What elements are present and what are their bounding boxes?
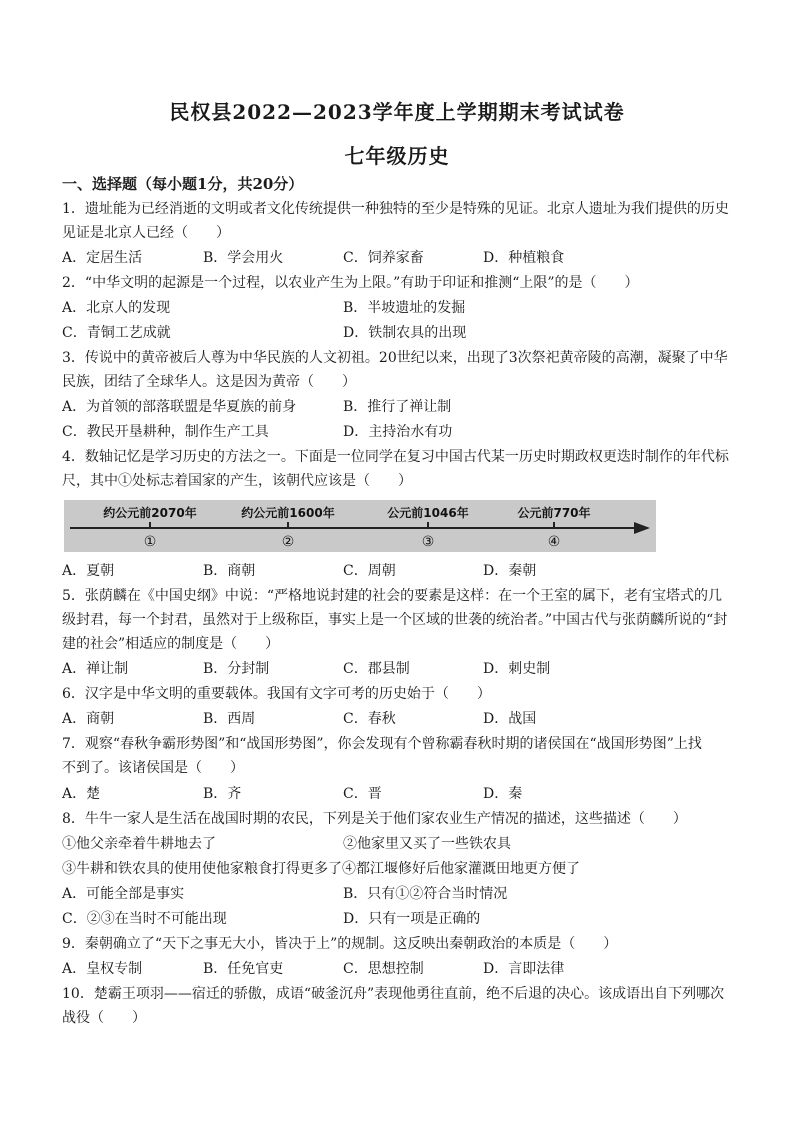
timeline-ruler [64,500,656,552]
q1-text-line2: 见证是北京人已经（ ） [62,225,230,241]
q7-option-d: D．秦 [483,786,523,802]
q2-option-c: C．青铜工艺成就 [62,325,171,341]
q5-option-b: B．分封制 [203,661,270,677]
q6-option-c: C．春秋 [343,711,396,727]
q7-text-line2: 不到了。该诸侯国是（ ） [62,760,244,776]
q3-text-line2: 民族，团结了全球华人。这是因为黄帝（ ） [62,374,356,390]
q3-option-c: C．教民开垦耕种，制作生产工具 [62,424,269,440]
timeline-figure [64,500,656,552]
q1-option-c: C．饲养家畜 [343,250,424,266]
q10-text-line2: 战役（ ） [62,1010,146,1026]
timeline-mark-1: ① [143,534,157,550]
q1-option-b: B．学会用火 [203,250,284,266]
q2-option-d: D．铁制农具的出现 [343,325,467,341]
q4-text-line2: 尺，其中①处标志着国家的产生，该朝代应该是（ ） [62,473,412,489]
q8-option-c: C．②③在当时不可能出现 [62,911,227,927]
q2-option-b: B．半坡遗址的发掘 [343,300,466,316]
q3-option-b: B．推行了禅让制 [343,399,452,415]
q7-text-line1: 7．观察“春秋争霸形势图”和“战国形势图”，你会发现有个曾称霸春秋时期的诸侯国在“战国形势图”上找 [62,736,702,752]
q6-option-b: B．西周 [203,711,256,727]
q8-statement-1: ①他父亲牵着牛耕地去了 [62,836,216,852]
q9-option-d: D．言即法律 [483,961,565,977]
timeline-mark-2: ② [281,534,295,550]
q5-option-a: A．禅让制 [62,661,129,677]
q1-text-line1: 1．遗址能为已经消逝的文明或者文化传统提供一种独特的至少是特殊的见证。北京人遗址为我们提供的历史 [62,201,729,217]
timeline-label-2: 约公元前1600年 [241,506,335,520]
exam-title: 民权县2022—2023学年度上学期期末考试试卷 [169,100,625,124]
q9-option-b: B．任免官吏 [203,961,284,977]
q8-option-a: A．可能全部是事实 [62,886,185,902]
q6-text-line1: 6．汉字是中华文明的重要载体。我国有文字可考的历史始于（ ） [62,686,491,702]
section-heading: 一、选择题（每小题1分，共20分） [62,175,304,193]
q6-option-a: A．商朝 [62,711,115,727]
q9-text-line1: 9．秦朝确立了“天下之事无大小，皆决于上”的规制。这反映出秦朝政治的本质是（ ） [62,936,618,952]
q8-statement-3-4: ③牛耕和铁农具的使用使他家粮食打得更多了④都江堰修好后他家灌溉田地更方便了 [62,861,580,877]
q4-option-d: D．秦朝 [483,563,537,579]
q4-option-c: C．周朝 [343,563,396,579]
q9-option-a: A．皇权专制 [62,961,143,977]
q8-option-b: B．只有①②符合当时情况 [343,886,508,902]
timeline-mark-4: ④ [547,534,561,550]
q4-option-a: A．夏朝 [62,563,115,579]
q1-option-d: D．种植粮食 [483,250,565,266]
q10-text-line1: 10．楚霸王项羽——宿迁的骄傲，成语“破釜沉舟”表现他勇往直前，绝不后退的决心。该成语出自下列哪次 [62,986,725,1002]
q8-text-line1: 8．牛牛一家人是生活在战国时期的农民，下列是关于他们家农业生产情况的描述，这些描述（ ） [62,811,687,827]
q9-option-c: C．思想控制 [343,961,424,977]
timeline-mark-3: ③ [421,534,435,550]
q4-option-b: B．商朝 [203,563,256,579]
q3-text-line1: 3．传说中的黄帝被后人尊为中华民族的人文初祖。20世纪以来，出现了3次祭祀黄帝陵的高潮，凝聚了中华 [62,350,728,366]
q5-text-line3: 建的社会”相适应的制度是（ ） [62,636,280,652]
q7-option-a: A．楚 [62,786,101,802]
q8-statement-2: ②他家里又买了一些铁农具 [343,836,511,852]
q7-option-c: C．晋 [343,786,382,802]
timeline-arrow [634,522,650,534]
q3-option-a: A．为首领的部落联盟是华夏族的前身 [62,399,297,415]
q5-text-line1: 5．张荫麟在《中国史纲》中说：“严格地说封建的社会的要素是这样：在一个王室的属下，老有宝塔式的几 [62,588,723,604]
exam-subtitle: 七年级历史 [344,144,450,168]
q6-option-d: D．战国 [483,711,537,727]
q7-option-b: B．齐 [203,786,242,802]
q2-text-line1: 2．“中华文明的起源是一个过程，以农业产生为上限。”有助于印证和推测“上限”的是（ ） [62,275,639,291]
q2-option-a: A．北京人的发现 [62,300,171,316]
q8-option-d: D．只有一项是正确的 [343,911,481,927]
timeline-label-3: 公元前1046年 [387,506,469,520]
q4-text-line1: 4．数轴记忆是学习历史的方法之一。下面是一位同学在复习中国古代某一历史时期政权更迭时制作的年代标 [62,449,729,465]
q5-text-line2: 级封君，每一个封君，虽然对于上级称臣，事实上是一个区域的世袭的统治者。”中国古代与张荫麟所说的“封 [62,612,728,628]
q3-option-d: D．主持治水有功 [343,424,453,440]
q1-option-a: A．定居生活 [62,250,143,266]
timeline-label-1: 约公元前2070年 [103,506,197,520]
q5-option-d: D．刺史制 [483,661,551,677]
q5-option-c: C．郡县制 [343,661,410,677]
timeline-label-4: 公元前770年 [517,506,591,520]
